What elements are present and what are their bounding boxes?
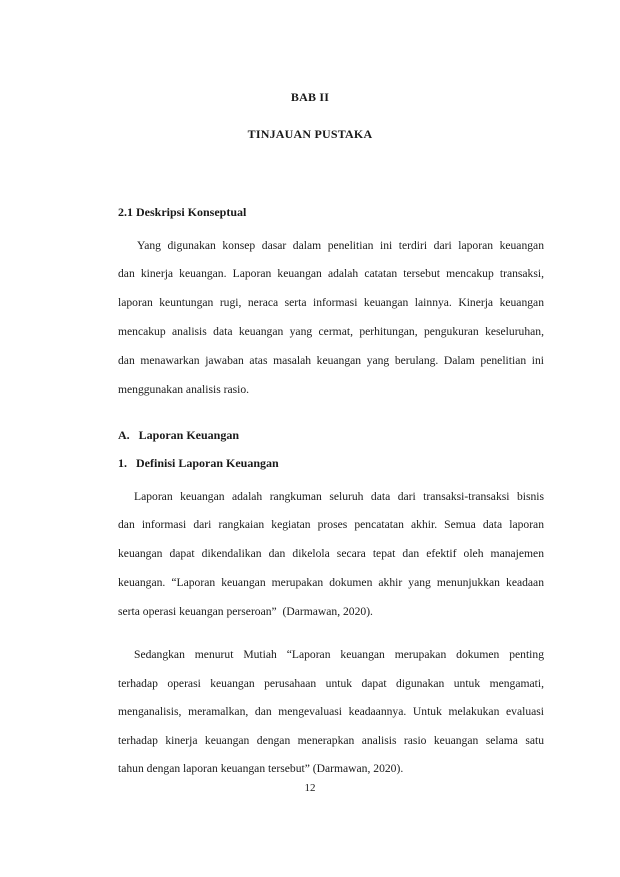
intro-line: mencakup analisis data keuangan yang cermat, perhitungan, pengukuran keseluruhan, xyxy=(118,325,544,338)
intro-line: laporan keuntungan rugi, neraca serta informasi keuangan lainnya. Kinerja keuangan xyxy=(118,296,544,309)
paragraph-line: keuangan dapat dikendalikan dan dikelola secara tepat dan efektif oleh manajemen xyxy=(118,547,544,560)
paragraph-line: keuangan. “Laporan keuangan merupakan dokumen akhir yang menunjukkan keadaan xyxy=(118,576,544,589)
paragraph-line: Sedangkan menurut Mutiah “Laporan keuangan merupakan dokumen penting xyxy=(134,648,544,661)
intro-line: Yang digunakan konsep dasar dalam penelitian ini terdiri dari laporan keuangan xyxy=(137,239,544,252)
paragraph-line: Laporan keuangan adalah rangkuman seluruh data dari transaksi-transaksi bisnis xyxy=(134,490,544,503)
paragraph-line: terhadap operasi keuangan perusahaan untuk dapat digunakan untuk mengamati, xyxy=(118,677,544,690)
paragraph-line: dan informasi dari rangkaian kegiatan proses pencatatan akhir. Semua data laporan xyxy=(118,518,544,531)
section-heading: 2.1 Deskripsi Konseptual xyxy=(118,205,247,219)
intro-line: dan menawarkan jawaban atas masalah keuangan yang berulang. Dalam penelitian ini xyxy=(118,354,544,367)
intro-line: menggunakan analisis rasio. xyxy=(118,383,250,396)
paragraph-line: serta operasi keuangan perseroan” (Darmawan, 2020). xyxy=(118,605,373,618)
intro-line: dan kinerja keuangan. Laporan keuangan adalah catatan tersebut mencakup transaksi, xyxy=(118,267,544,280)
subsection-1-heading: 1. Definisi Laporan Keuangan xyxy=(118,456,279,470)
subsection-a-heading: A. Laporan Keuangan xyxy=(118,428,240,442)
chapter-title: TINJAUAN PUSTAKA xyxy=(247,127,373,141)
chapter-number: BAB II xyxy=(290,90,330,104)
paragraph-line: menganalisis, meramalkan, dan mengevaluasi keadaannya. Untuk melakukan evaluasi xyxy=(118,705,544,718)
page-number: 12 xyxy=(304,782,316,794)
paragraph-line: terhadap kinerja keuangan dengan menerapkan analisis rasio keuangan selama satu xyxy=(118,734,544,747)
paragraph-line: tahun dengan laporan keuangan tersebut” (Darmawan, 2020). xyxy=(118,762,404,775)
